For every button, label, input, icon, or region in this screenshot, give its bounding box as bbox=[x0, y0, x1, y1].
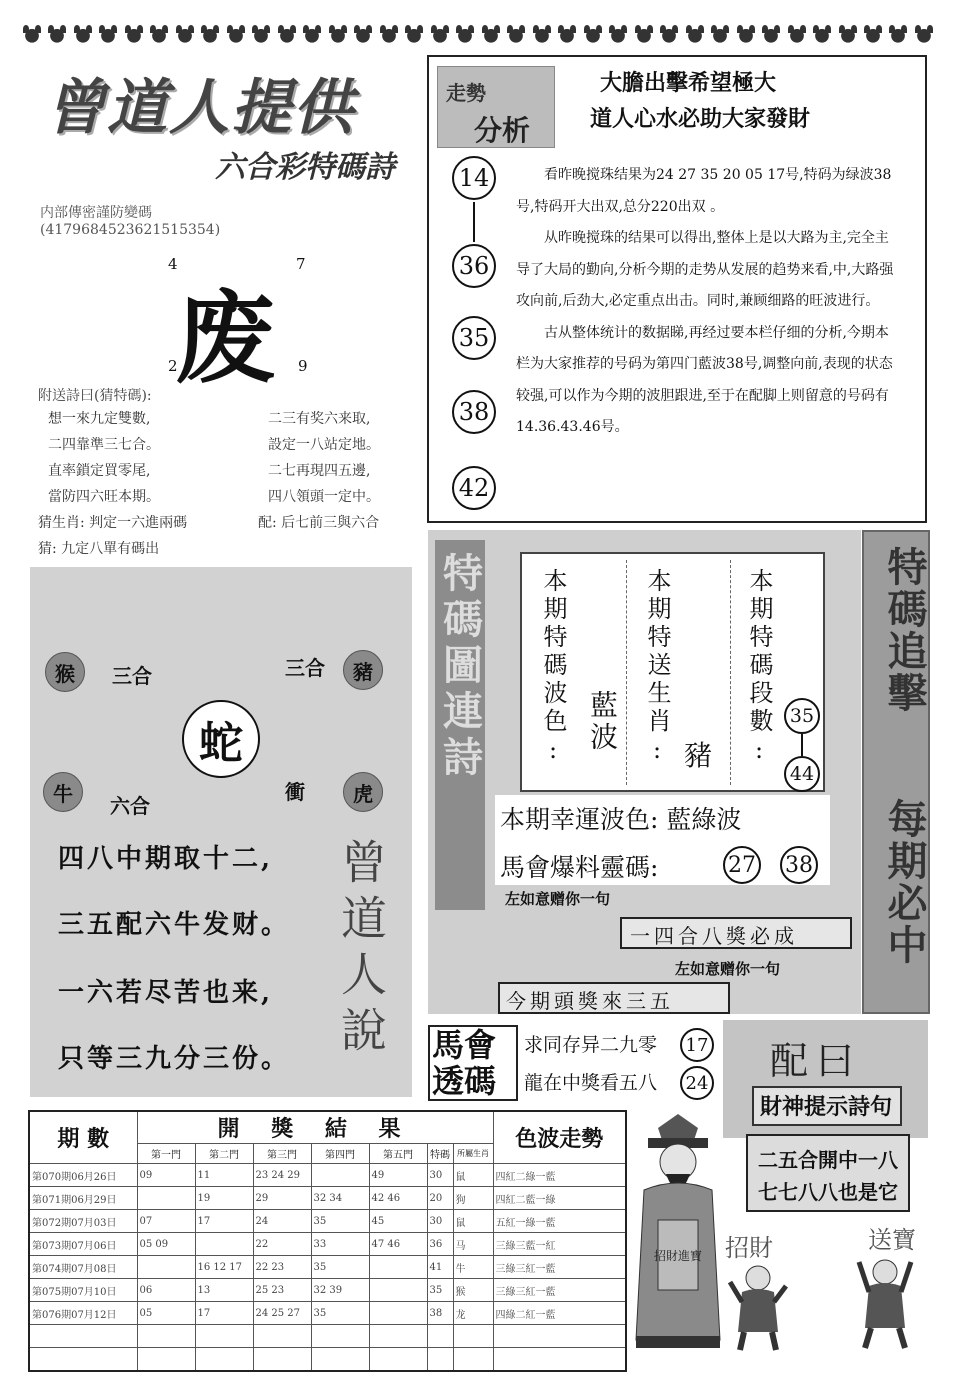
table-cell-sx: 牛 bbox=[453, 1256, 493, 1279]
analysis-headline-2: 道人心水必助大家發財 bbox=[590, 107, 811, 132]
vertical-right-top-text: 特碼追擊 bbox=[881, 546, 927, 714]
big-char-num-top-left: 4 bbox=[168, 255, 178, 273]
vertical-title-right bbox=[862, 530, 930, 1014]
songbao-label: 送寶 bbox=[868, 1226, 916, 1254]
table-cell-te: 20 bbox=[427, 1187, 453, 1210]
poem-line: 想一來九定雙數, bbox=[48, 411, 151, 427]
sub-header: 特碼 bbox=[427, 1144, 453, 1164]
table-cell-g2: 16 12 17 bbox=[195, 1256, 253, 1279]
table-cell-trend: 五紅一綠一藍 bbox=[493, 1210, 626, 1233]
ox-head-icon bbox=[532, 25, 552, 43]
verse-line: 一六若尽苦也来, bbox=[58, 978, 274, 1008]
mahui-title: 馬會透碼 bbox=[432, 1026, 497, 1100]
table-cell-g1: 06 bbox=[137, 1279, 195, 1302]
signature-text: 曾道人說 bbox=[334, 838, 388, 1062]
table-cell-empty bbox=[493, 1325, 626, 1348]
sub-header: 第二門 bbox=[195, 1144, 253, 1164]
col-divider bbox=[626, 560, 627, 785]
table-cell-sx: 狗 bbox=[453, 1187, 493, 1210]
table-cell-empty bbox=[29, 1348, 137, 1371]
table-cell-empty bbox=[311, 1325, 369, 1348]
col-zodiac-value: 豬 bbox=[684, 739, 713, 772]
table-cell-period: 第076期07月12日 bbox=[29, 1302, 137, 1325]
table-cell-empty bbox=[493, 1348, 626, 1371]
sub-header: 第一門 bbox=[137, 1144, 195, 1164]
table-cell-g4: 33 bbox=[311, 1233, 369, 1256]
gift-line-c: 左如意赠你一句 bbox=[675, 960, 781, 978]
table-cell-empty bbox=[137, 1348, 195, 1371]
mahui-number: 17 bbox=[680, 1028, 714, 1062]
table-cell-empty bbox=[29, 1325, 137, 1348]
table-cell-g1: 09 bbox=[137, 1164, 195, 1187]
table-cell-empty bbox=[453, 1325, 493, 1348]
table-cell-g1 bbox=[137, 1256, 195, 1279]
ox-head-icon bbox=[379, 25, 399, 43]
sub-header: 第四門 bbox=[311, 1144, 369, 1164]
table-cell-g5: 47 46 bbox=[369, 1233, 427, 1256]
table-row bbox=[29, 1233, 626, 1256]
table-cell-g1: 07 bbox=[137, 1210, 195, 1233]
analysis-paragraph: 古从整体统计的数据睇,再经过要本栏仔细的分析,今期本栏为大家推荐的号码为第四门藍波38号,调整向前,表现的状态较强,可以作为今期的波胆跟进,至于在配脚上则留意的号码有14.36.43.46号。 bbox=[516, 324, 893, 435]
col-trend-header: 色波走勢 bbox=[493, 1111, 626, 1164]
table-cell-te: 30 bbox=[427, 1210, 453, 1233]
col-segment bbox=[732, 562, 832, 787]
child-figure-icon bbox=[728, 1262, 788, 1352]
analysis-paragraph: 看昨晚搅珠结果为24 27 35 20 05 17号,特码为绿波38号,特码开大出双,总分220出双 。 bbox=[516, 167, 892, 215]
gift-line-d: 今期頭獎來三五 bbox=[506, 989, 674, 1013]
analysis-text bbox=[516, 160, 896, 444]
table-cell-empty bbox=[427, 1325, 453, 1348]
zodiac-pig-icon: 豬 bbox=[343, 650, 383, 690]
table-cell-g3: 24 bbox=[253, 1210, 311, 1233]
ox-head-icon bbox=[863, 25, 883, 43]
ox-head-icon bbox=[736, 25, 756, 43]
ox-head-icon bbox=[404, 25, 424, 43]
ox-head-icon bbox=[583, 25, 603, 43]
table-cell-period: 第074期07月08日 bbox=[29, 1256, 137, 1279]
sanhe-label-right: 三合 bbox=[285, 656, 325, 680]
ox-head-icon bbox=[200, 25, 220, 43]
table-cell-empty bbox=[427, 1348, 453, 1371]
table-cell-g4 bbox=[311, 1164, 369, 1187]
lucky-code-row bbox=[500, 848, 658, 884]
table-cell-period: 第071期06月29日 bbox=[29, 1187, 137, 1210]
ox-head-icon bbox=[506, 25, 526, 43]
gift-line-b: 一四合八獎必成 bbox=[630, 924, 798, 948]
ox-head-icon bbox=[430, 25, 450, 43]
sub-header: 第五門 bbox=[369, 1144, 427, 1164]
secret-code-value: (4179684523621515354) bbox=[40, 222, 221, 238]
table-cell-empty bbox=[453, 1348, 493, 1371]
table-cell-g2: 13 bbox=[195, 1279, 253, 1302]
mahui-line-1: 求同存异二九零 bbox=[524, 1034, 658, 1056]
table-cell-g3: 22 23 bbox=[253, 1256, 311, 1279]
table-row bbox=[29, 1210, 626, 1233]
table-cell-trend: 四紅二綠一藍 bbox=[493, 1164, 626, 1187]
poem-line: 設定一八站定地。 bbox=[268, 437, 380, 453]
table-row-empty bbox=[29, 1325, 626, 1348]
ox-head-icon bbox=[226, 25, 246, 43]
gift-line-a: 左如意赠你一句 bbox=[505, 890, 611, 908]
vertical-title-left bbox=[435, 540, 485, 910]
col-wave-color-label: 本期特碼波色: bbox=[539, 568, 567, 768]
poem-line: 二四靠準三七合。 bbox=[48, 437, 160, 453]
table-cell-g4: 35 bbox=[311, 1256, 369, 1279]
table-cell-sx: 鼠 bbox=[453, 1164, 493, 1187]
top-decoration-border bbox=[22, 20, 934, 48]
table-cell-g2: 17 bbox=[195, 1302, 253, 1325]
table-cell-g3: 29 bbox=[253, 1187, 311, 1210]
ox-head-icon bbox=[761, 25, 781, 43]
table-cell-period: 第070期06月26日 bbox=[29, 1164, 137, 1187]
col-wave-color bbox=[526, 562, 626, 787]
table-cell-empty bbox=[369, 1348, 427, 1371]
table-cell-g4: 32 39 bbox=[311, 1279, 369, 1302]
table-cell-empty bbox=[195, 1325, 253, 1348]
sub-header: 第三門 bbox=[253, 1144, 311, 1164]
table-cell-trend: 三綠三藍一紅 bbox=[493, 1233, 626, 1256]
segment-number: 44 bbox=[784, 756, 820, 792]
table-cell-g1 bbox=[137, 1187, 195, 1210]
zodiac-snake-center: 蛇 bbox=[182, 700, 260, 778]
ox-head-icon bbox=[175, 25, 195, 43]
verse-line: 只等三九分三份。 bbox=[58, 1044, 291, 1074]
table-cell-period: 第072期07月03日 bbox=[29, 1210, 137, 1233]
poem-extra-2: 猜: 九定八單有碼出 bbox=[38, 541, 160, 557]
results-body bbox=[29, 1164, 626, 1371]
pei-title: 配曰 bbox=[770, 1039, 863, 1083]
analysis-number: 36 bbox=[452, 244, 496, 288]
big-character: 废 bbox=[175, 280, 275, 397]
table-cell-empty bbox=[253, 1348, 311, 1371]
lucky-code-number: 27 bbox=[723, 846, 761, 884]
table-cell-empty bbox=[195, 1348, 253, 1371]
big-char-num-bottom-right: 9 bbox=[298, 357, 308, 375]
table-cell-sx: 龙 bbox=[453, 1302, 493, 1325]
poem-extra-right: 配: 后七前三與六合 bbox=[258, 515, 380, 531]
col-results-header: 開 獎 結 果 bbox=[137, 1111, 493, 1144]
ox-head-icon bbox=[888, 25, 908, 43]
child-figure-icon bbox=[855, 1252, 915, 1352]
page-subtitle: 六合彩特碼詩 bbox=[215, 150, 395, 185]
table-cell-trend: 四紅二藍一綠 bbox=[493, 1187, 626, 1210]
table-cell-trend: 三綠三紅一藍 bbox=[493, 1256, 626, 1279]
number-connector-line bbox=[473, 202, 475, 242]
mahui-number: 24 bbox=[680, 1066, 714, 1100]
ox-head-icon bbox=[914, 25, 934, 43]
table-cell-g2: 19 bbox=[195, 1187, 253, 1210]
sanhe-label-left: 三合 bbox=[112, 664, 152, 688]
ox-head-icon bbox=[710, 25, 730, 43]
table-row bbox=[29, 1279, 626, 1302]
big-char-num-bottom-left: 2 bbox=[168, 357, 178, 375]
trend-analysis-badge bbox=[437, 66, 555, 148]
god-of-wealth-illustration bbox=[628, 1110, 728, 1350]
vertical-right-bottom-text: 每期必中 bbox=[881, 798, 927, 966]
caishen-title: 財神提示詩句 bbox=[760, 1095, 893, 1120]
mahui-line-2: 龍在中獎看五八 bbox=[524, 1072, 658, 1094]
poem-label: 附送詩曰(猜特碼): bbox=[38, 388, 152, 404]
analysis-number: 14 bbox=[452, 156, 496, 200]
poem-extra-left: 猜生肖: 判定一六進兩碼 bbox=[38, 515, 188, 531]
liuhe-label: 六合 bbox=[110, 794, 150, 818]
col-divider bbox=[730, 560, 731, 785]
zodiac-ox-icon: 牛 bbox=[43, 772, 83, 812]
table-cell-g4: 32 34 bbox=[311, 1187, 369, 1210]
table-cell-g5 bbox=[369, 1279, 427, 1302]
ox-head-icon bbox=[455, 25, 475, 43]
page-title: 曾道人提供 bbox=[45, 73, 355, 143]
lucky-wave-value: 藍綠波 bbox=[666, 805, 742, 834]
col-zodiac-label: 本期特送生肖: bbox=[643, 568, 671, 768]
table-cell-g2: 11 bbox=[195, 1164, 253, 1187]
poem-line: 四八領頭一定中。 bbox=[268, 489, 380, 505]
table-cell-period: 第073期07月06日 bbox=[29, 1233, 137, 1256]
table-cell-g4: 35 bbox=[311, 1302, 369, 1325]
table-cell-g4: 35 bbox=[311, 1210, 369, 1233]
table-row-empty bbox=[29, 1348, 626, 1371]
analysis-number: 35 bbox=[452, 316, 496, 360]
analysis-paragraph: 从昨晚搅珠的结果可以得出,整体上是以大路为主,完全主导了大局的勤向,分析今期的走势从发展的趋势来看,中,大路强攻向前,后劲大,必定重点出击。同时,兼顾细路的旺波进行。 bbox=[516, 230, 894, 309]
table-cell-empty bbox=[137, 1325, 195, 1348]
segment-number: 35 bbox=[784, 698, 820, 734]
table-cell-te: 41 bbox=[427, 1256, 453, 1279]
pei-poem-line: 二五合開中一八 bbox=[758, 1148, 898, 1172]
chong-label: 衝 bbox=[285, 780, 305, 804]
ox-head-icon bbox=[634, 25, 654, 43]
results-table bbox=[28, 1110, 627, 1372]
analysis-number: 38 bbox=[452, 390, 496, 434]
ox-head-icon bbox=[251, 25, 271, 43]
table-cell-g3: 24 25 27 bbox=[253, 1302, 311, 1325]
table-cell-te: 35 bbox=[427, 1279, 453, 1302]
analysis-number: 42 bbox=[452, 466, 496, 510]
ox-head-icon bbox=[328, 25, 348, 43]
table-row bbox=[29, 1164, 626, 1187]
table-cell-g1: 05 bbox=[137, 1302, 195, 1325]
table-cell-sx: 猴 bbox=[453, 1279, 493, 1302]
table-cell-trend: 三綠三紅一藍 bbox=[493, 1279, 626, 1302]
verse-line: 四八中期取十二, bbox=[58, 844, 274, 874]
segment-connector bbox=[801, 734, 803, 756]
table-cell-g3: 23 24 29 bbox=[253, 1164, 311, 1187]
poem-line: 二七再現四五邊, bbox=[268, 463, 371, 479]
table-cell-sx: 鼠 bbox=[453, 1210, 493, 1233]
sub-header: 所屬生肖 bbox=[453, 1144, 493, 1164]
vertical-title-left-text: 特碼圖連詩 bbox=[436, 552, 484, 782]
special-code-table bbox=[520, 552, 825, 792]
poem-line: 當防四六旺本期。 bbox=[48, 489, 160, 505]
poem-line: 二三有奖六来取, bbox=[268, 411, 371, 427]
table-cell-g5: 45 bbox=[369, 1210, 427, 1233]
table-cell-g1: 05 09 bbox=[137, 1233, 195, 1256]
table-cell-empty bbox=[253, 1325, 311, 1348]
table-cell-g5 bbox=[369, 1302, 427, 1325]
ox-head-icon bbox=[838, 25, 858, 43]
lucky-code-label: 馬會爆料靈碼: bbox=[500, 853, 659, 882]
table-cell-empty bbox=[311, 1348, 369, 1371]
ox-head-icon bbox=[659, 25, 679, 43]
ox-head-icon bbox=[353, 25, 373, 43]
zodiac-monkey-icon: 猴 bbox=[45, 652, 85, 692]
analysis-headline-1: 大膽出擊希望極大 bbox=[600, 71, 777, 96]
table-cell-te: 38 bbox=[427, 1302, 453, 1325]
ox-head-icon bbox=[302, 25, 322, 43]
ox-head-icon bbox=[98, 25, 118, 43]
badge-top-text: 走勢 bbox=[446, 81, 486, 105]
ox-head-icon bbox=[47, 25, 67, 43]
table-row bbox=[29, 1302, 626, 1325]
lucky-wave-label: 本期幸運波色: bbox=[500, 805, 659, 834]
table-cell-g2 bbox=[195, 1233, 253, 1256]
zodiac-tiger-icon: 虎 bbox=[343, 772, 383, 812]
ox-head-icon bbox=[608, 25, 628, 43]
table-cell-period: 第075期07月10日 bbox=[29, 1279, 137, 1302]
lucky-wave-row bbox=[500, 800, 741, 836]
table-row bbox=[29, 1187, 626, 1210]
ox-head-icon bbox=[557, 25, 577, 43]
col-zodiac bbox=[630, 562, 730, 787]
col-segment-label: 本期特碼段數: bbox=[745, 568, 773, 768]
secret-code-label: 内部傳密謹防變碼 bbox=[40, 205, 152, 221]
table-cell-g3: 25 23 bbox=[253, 1279, 311, 1302]
badge-bottom-text: 分析 bbox=[474, 114, 531, 147]
table-cell-g5: 49 bbox=[369, 1164, 427, 1187]
big-char-num-top-right: 7 bbox=[296, 255, 306, 273]
poem-line: 直率鎖定買零尾, bbox=[48, 463, 151, 479]
table-row bbox=[29, 1256, 626, 1279]
col-wave-color-value: 藍波 bbox=[586, 690, 619, 754]
verse-line: 三五配六牛发财。 bbox=[58, 910, 291, 940]
banner-text: 招財進寶 bbox=[653, 1249, 703, 1263]
ox-head-icon bbox=[149, 25, 169, 43]
table-cell-g2: 17 bbox=[195, 1210, 253, 1233]
lucky-code-number: 38 bbox=[780, 846, 818, 884]
ox-head-icon bbox=[787, 25, 807, 43]
table-cell-empty bbox=[369, 1325, 427, 1348]
zhaocai-label: 招財 bbox=[725, 1234, 773, 1262]
ox-head-icon bbox=[277, 25, 297, 43]
ox-head-icon bbox=[22, 25, 42, 43]
ox-head-icon bbox=[124, 25, 144, 43]
col-period-header: 期 數 bbox=[29, 1111, 137, 1164]
ox-head-icon bbox=[481, 25, 501, 43]
pei-poem-line: 七七八八也是它 bbox=[758, 1180, 898, 1204]
table-cell-g5 bbox=[369, 1256, 427, 1279]
table-cell-te: 36 bbox=[427, 1233, 453, 1256]
ox-head-icon bbox=[73, 25, 93, 43]
ox-head-icon bbox=[685, 25, 705, 43]
table-cell-g5: 42 46 bbox=[369, 1187, 427, 1210]
ox-head-icon bbox=[812, 25, 832, 43]
table-cell-te: 30 bbox=[427, 1164, 453, 1187]
table-cell-sx: 马 bbox=[453, 1233, 493, 1256]
table-cell-trend: 四綠二紅一藍 bbox=[493, 1302, 626, 1325]
table-cell-g3: 22 bbox=[253, 1233, 311, 1256]
